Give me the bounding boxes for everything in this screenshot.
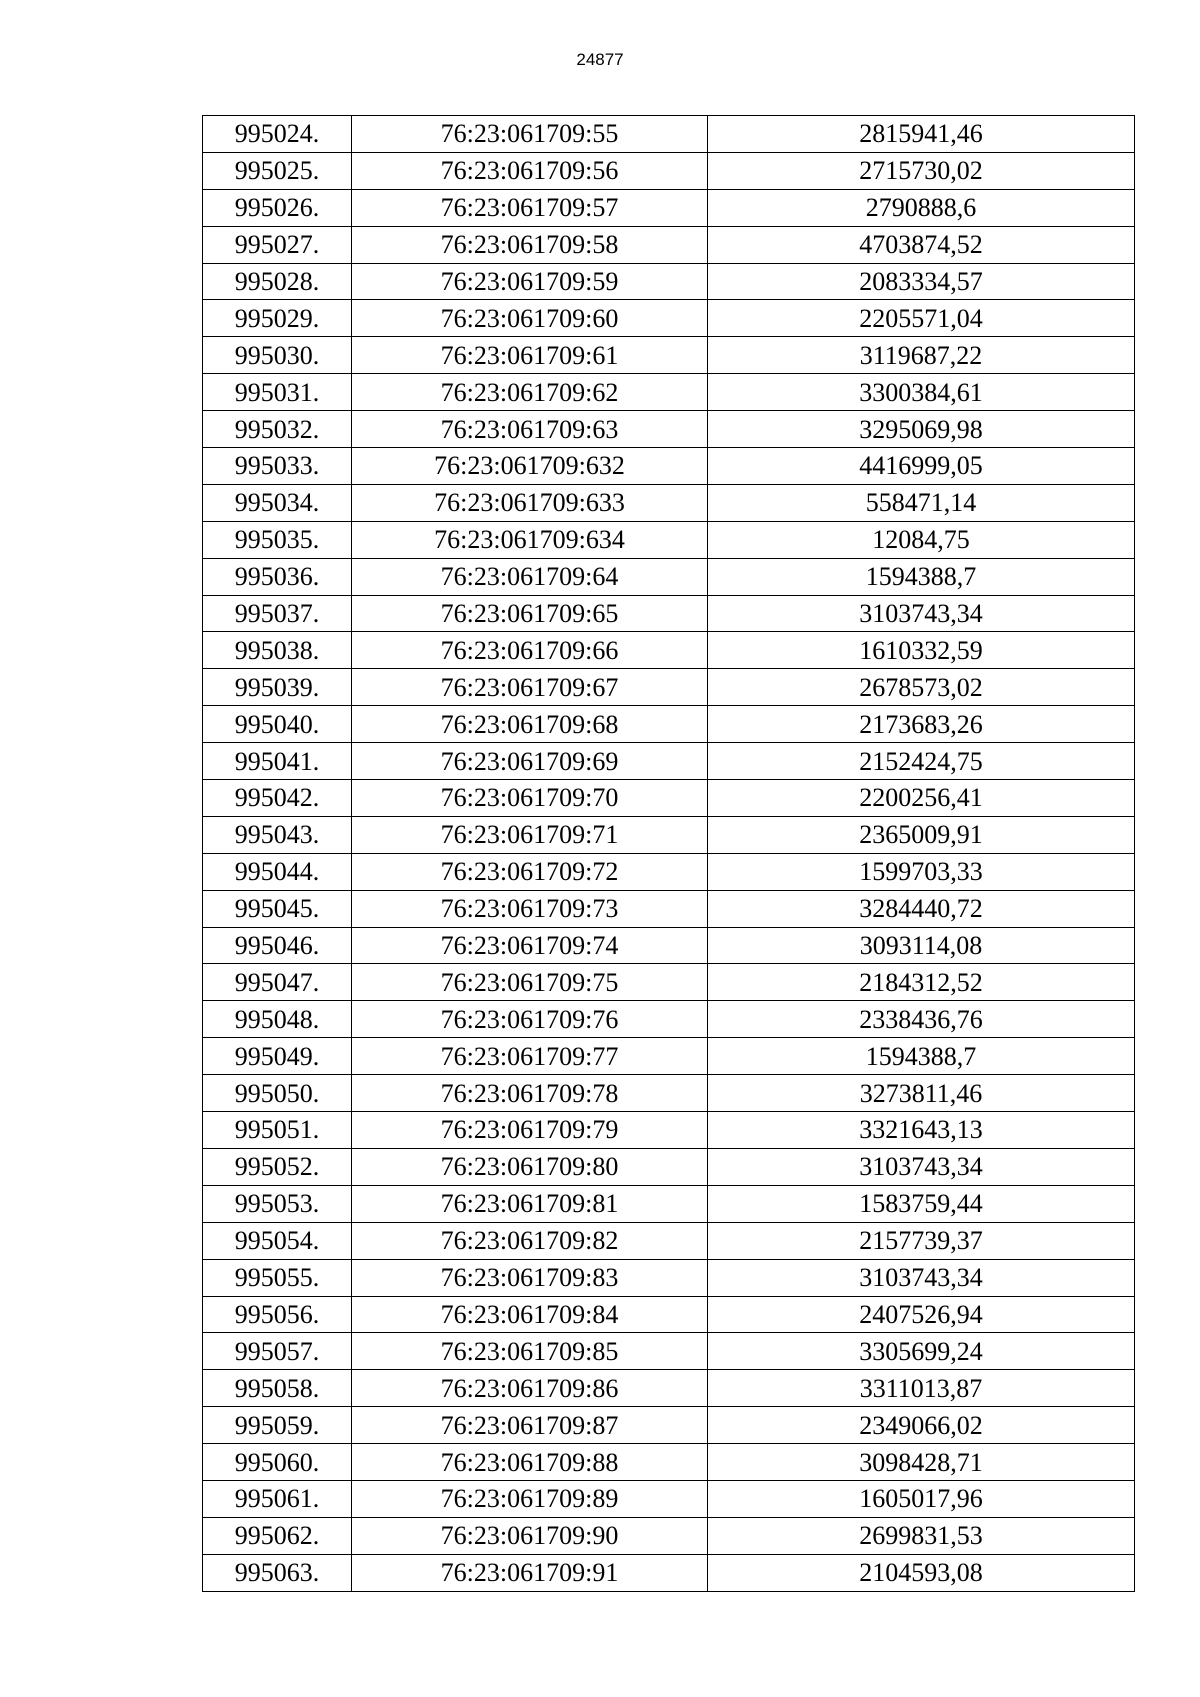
cadastral-number-cell: 76:23:061709:71 <box>352 816 708 853</box>
cadastral-value-cell: 2365009,91 <box>708 816 1135 853</box>
table-row <box>203 263 1135 300</box>
table-row <box>203 632 1135 669</box>
cadastral-number-cell: 76:23:061709:75 <box>352 964 708 1001</box>
cadastral-value-cell: 2790888,6 <box>708 189 1135 226</box>
table-row <box>203 1185 1135 1222</box>
cadastral-value-cell: 3098428,71 <box>708 1444 1135 1481</box>
cadastral-value-cell: 3295069,98 <box>708 411 1135 448</box>
cadastral-number-cell: 76:23:061709:67 <box>352 669 708 706</box>
row-number-cell: 995028. <box>203 263 352 300</box>
cadastral-value-cell: 1594388,7 <box>708 1038 1135 1075</box>
cadastral-number-cell: 76:23:061709:91 <box>352 1554 708 1591</box>
table-row <box>203 890 1135 927</box>
cadastral-number-cell: 76:23:061709:88 <box>352 1444 708 1481</box>
table-row <box>203 743 1135 780</box>
table-row <box>203 964 1135 1001</box>
row-number-cell: 995037. <box>203 595 352 632</box>
cadastral-value-cell: 1605017,96 <box>708 1480 1135 1517</box>
row-number-cell: 995056. <box>203 1296 352 1333</box>
table-row <box>203 706 1135 743</box>
row-number-cell: 995046. <box>203 927 352 964</box>
cadastral-number-cell: 76:23:061709:76 <box>352 1001 708 1038</box>
row-number-cell: 995030. <box>203 337 352 374</box>
cadastral-number-cell: 76:23:061709:65 <box>352 595 708 632</box>
row-number-cell: 995043. <box>203 816 352 853</box>
cadastral-value-cell: 3103743,34 <box>708 595 1135 632</box>
cadastral-value-cell: 1583759,44 <box>708 1185 1135 1222</box>
cadastral-value-cell: 3305699,24 <box>708 1333 1135 1370</box>
table-row <box>203 816 1135 853</box>
cadastral-number-cell: 76:23:061709:61 <box>352 337 708 374</box>
row-number-cell: 995050. <box>203 1075 352 1112</box>
table-row <box>203 337 1135 374</box>
cadastral-value-cell: 2083334,57 <box>708 263 1135 300</box>
cadastral-value-cell: 2173683,26 <box>708 706 1135 743</box>
cadastral-number-cell: 76:23:061709:74 <box>352 927 708 964</box>
table-row <box>203 1444 1135 1481</box>
row-number-cell: 995035. <box>203 521 352 558</box>
table-row <box>203 927 1135 964</box>
cadastral-value-cell: 3103743,34 <box>708 1148 1135 1185</box>
registry-table <box>202 115 1135 1592</box>
row-number-cell: 995040. <box>203 706 352 743</box>
table-row <box>203 595 1135 632</box>
row-number-cell: 995059. <box>203 1407 352 1444</box>
row-number-cell: 995032. <box>203 411 352 448</box>
row-number-cell: 995027. <box>203 226 352 263</box>
table-row <box>203 780 1135 817</box>
table-row <box>203 152 1135 189</box>
cadastral-value-cell: 2157739,37 <box>708 1222 1135 1259</box>
cadastral-number-cell: 76:23:061709:66 <box>352 632 708 669</box>
cadastral-value-cell: 4416999,05 <box>708 448 1135 485</box>
cadastral-value-cell: 4703874,52 <box>708 226 1135 263</box>
table-row <box>203 1480 1135 1517</box>
table-row <box>203 1333 1135 1370</box>
row-number-cell: 995054. <box>203 1222 352 1259</box>
cadastral-number-cell: 76:23:061709:72 <box>352 853 708 890</box>
row-number-cell: 995034. <box>203 484 352 521</box>
row-number-cell: 995062. <box>203 1517 352 1554</box>
cadastral-number-cell: 76:23:061709:633 <box>352 484 708 521</box>
cadastral-value-cell: 3093114,08 <box>708 927 1135 964</box>
cadastral-value-cell: 3321643,13 <box>708 1112 1135 1149</box>
table-row <box>203 1370 1135 1407</box>
table-row <box>203 1222 1135 1259</box>
row-number-cell: 995061. <box>203 1480 352 1517</box>
cadastral-number-cell: 76:23:061709:82 <box>352 1222 708 1259</box>
table-row <box>203 558 1135 595</box>
cadastral-value-cell: 2200256,41 <box>708 780 1135 817</box>
cadastral-value-cell: 12084,75 <box>708 521 1135 558</box>
table-row <box>203 189 1135 226</box>
cadastral-number-cell: 76:23:061709:60 <box>352 300 708 337</box>
row-number-cell: 995033. <box>203 448 352 485</box>
table-row <box>203 300 1135 337</box>
row-number-cell: 995039. <box>203 669 352 706</box>
table-row <box>203 1112 1135 1149</box>
row-number-cell: 995024. <box>203 116 352 153</box>
table-row <box>203 669 1135 706</box>
cadastral-number-cell: 76:23:061709:83 <box>352 1259 708 1296</box>
cadastral-value-cell: 3273811,46 <box>708 1075 1135 1112</box>
row-number-cell: 995058. <box>203 1370 352 1407</box>
row-number-cell: 995026. <box>203 189 352 226</box>
page-number: 24877 <box>576 50 624 69</box>
cadastral-number-cell: 76:23:061709:63 <box>352 411 708 448</box>
cadastral-value-cell: 2678573,02 <box>708 669 1135 706</box>
cadastral-value-cell: 2152424,75 <box>708 743 1135 780</box>
cadastral-number-cell: 76:23:061709:77 <box>352 1038 708 1075</box>
row-number-cell: 995048. <box>203 1001 352 1038</box>
table-row <box>203 1407 1135 1444</box>
row-number-cell: 995055. <box>203 1259 352 1296</box>
cadastral-number-cell: 76:23:061709:79 <box>352 1112 708 1149</box>
cadastral-number-cell: 76:23:061709:73 <box>352 890 708 927</box>
cadastral-number-cell: 76:23:061709:58 <box>352 226 708 263</box>
table-row <box>203 1001 1135 1038</box>
cadastral-number-cell: 76:23:061709:87 <box>352 1407 708 1444</box>
table-row <box>203 1554 1135 1591</box>
cadastral-number-cell: 76:23:061709:62 <box>352 374 708 411</box>
cadastral-number-cell: 76:23:061709:64 <box>352 558 708 595</box>
cadastral-value-cell: 2349066,02 <box>708 1407 1135 1444</box>
cadastral-value-cell: 1599703,33 <box>708 853 1135 890</box>
row-number-cell: 995060. <box>203 1444 352 1481</box>
table-row <box>203 1517 1135 1554</box>
cadastral-value-cell: 3300384,61 <box>708 374 1135 411</box>
row-number-cell: 995047. <box>203 964 352 1001</box>
row-number-cell: 995042. <box>203 780 352 817</box>
table-row <box>203 1038 1135 1075</box>
row-number-cell: 995045. <box>203 890 352 927</box>
table-row <box>203 116 1135 153</box>
table-row <box>203 448 1135 485</box>
cadastral-number-cell: 76:23:061709:632 <box>352 448 708 485</box>
cadastral-number-cell: 76:23:061709:70 <box>352 780 708 817</box>
row-number-cell: 995038. <box>203 632 352 669</box>
row-number-cell: 995031. <box>203 374 352 411</box>
table-row <box>203 1259 1135 1296</box>
cadastral-value-cell: 3119687,22 <box>708 337 1135 374</box>
cadastral-value-cell: 1594388,7 <box>708 558 1135 595</box>
cadastral-number-cell: 76:23:061709:56 <box>352 152 708 189</box>
cadastral-value-cell: 3311013,87 <box>708 1370 1135 1407</box>
row-number-cell: 995063. <box>203 1554 352 1591</box>
cadastral-value-cell: 2815941,46 <box>708 116 1135 153</box>
registry-table-body <box>203 116 1135 1592</box>
row-number-cell: 995036. <box>203 558 352 595</box>
table-row <box>203 1148 1135 1185</box>
cadastral-value-cell: 3284440,72 <box>708 890 1135 927</box>
cadastral-number-cell: 76:23:061709:89 <box>352 1480 708 1517</box>
cadastral-number-cell: 76:23:061709:68 <box>352 706 708 743</box>
cadastral-value-cell: 2338436,76 <box>708 1001 1135 1038</box>
row-number-cell: 995051. <box>203 1112 352 1149</box>
cadastral-number-cell: 76:23:061709:69 <box>352 743 708 780</box>
row-number-cell: 995044. <box>203 853 352 890</box>
table-row <box>203 226 1135 263</box>
cadastral-value-cell: 558471,14 <box>708 484 1135 521</box>
cadastral-value-cell: 2715730,02 <box>708 152 1135 189</box>
cadastral-number-cell: 76:23:061709:59 <box>352 263 708 300</box>
cadastral-number-cell: 76:23:061709:81 <box>352 1185 708 1222</box>
cadastral-number-cell: 76:23:061709:57 <box>352 189 708 226</box>
cadastral-value-cell: 2699831,53 <box>708 1517 1135 1554</box>
cadastral-value-cell: 2104593,08 <box>708 1554 1135 1591</box>
table-row <box>203 484 1135 521</box>
cadastral-value-cell: 1610332,59 <box>708 632 1135 669</box>
row-number-cell: 995057. <box>203 1333 352 1370</box>
cadastral-number-cell: 76:23:061709:90 <box>352 1517 708 1554</box>
table-row <box>203 411 1135 448</box>
row-number-cell: 995049. <box>203 1038 352 1075</box>
row-number-cell: 995053. <box>203 1185 352 1222</box>
table-row <box>203 853 1135 890</box>
cadastral-value-cell: 3103743,34 <box>708 1259 1135 1296</box>
cadastral-number-cell: 76:23:061709:80 <box>352 1148 708 1185</box>
cadastral-value-cell: 2184312,52 <box>708 964 1135 1001</box>
cadastral-number-cell: 76:23:061709:55 <box>352 116 708 153</box>
cadastral-value-cell: 2407526,94 <box>708 1296 1135 1333</box>
cadastral-number-cell: 76:23:061709:84 <box>352 1296 708 1333</box>
table-row <box>203 1075 1135 1112</box>
cadastral-value-cell: 2205571,04 <box>708 300 1135 337</box>
table-row <box>203 1296 1135 1333</box>
table-row <box>203 521 1135 558</box>
cadastral-number-cell: 76:23:061709:85 <box>352 1333 708 1370</box>
row-number-cell: 995041. <box>203 743 352 780</box>
row-number-cell: 995029. <box>203 300 352 337</box>
row-number-cell: 995025. <box>203 152 352 189</box>
table-row <box>203 374 1135 411</box>
cadastral-number-cell: 76:23:061709:634 <box>352 521 708 558</box>
cadastral-number-cell: 76:23:061709:78 <box>352 1075 708 1112</box>
cadastral-number-cell: 76:23:061709:86 <box>352 1370 708 1407</box>
row-number-cell: 995052. <box>203 1148 352 1185</box>
